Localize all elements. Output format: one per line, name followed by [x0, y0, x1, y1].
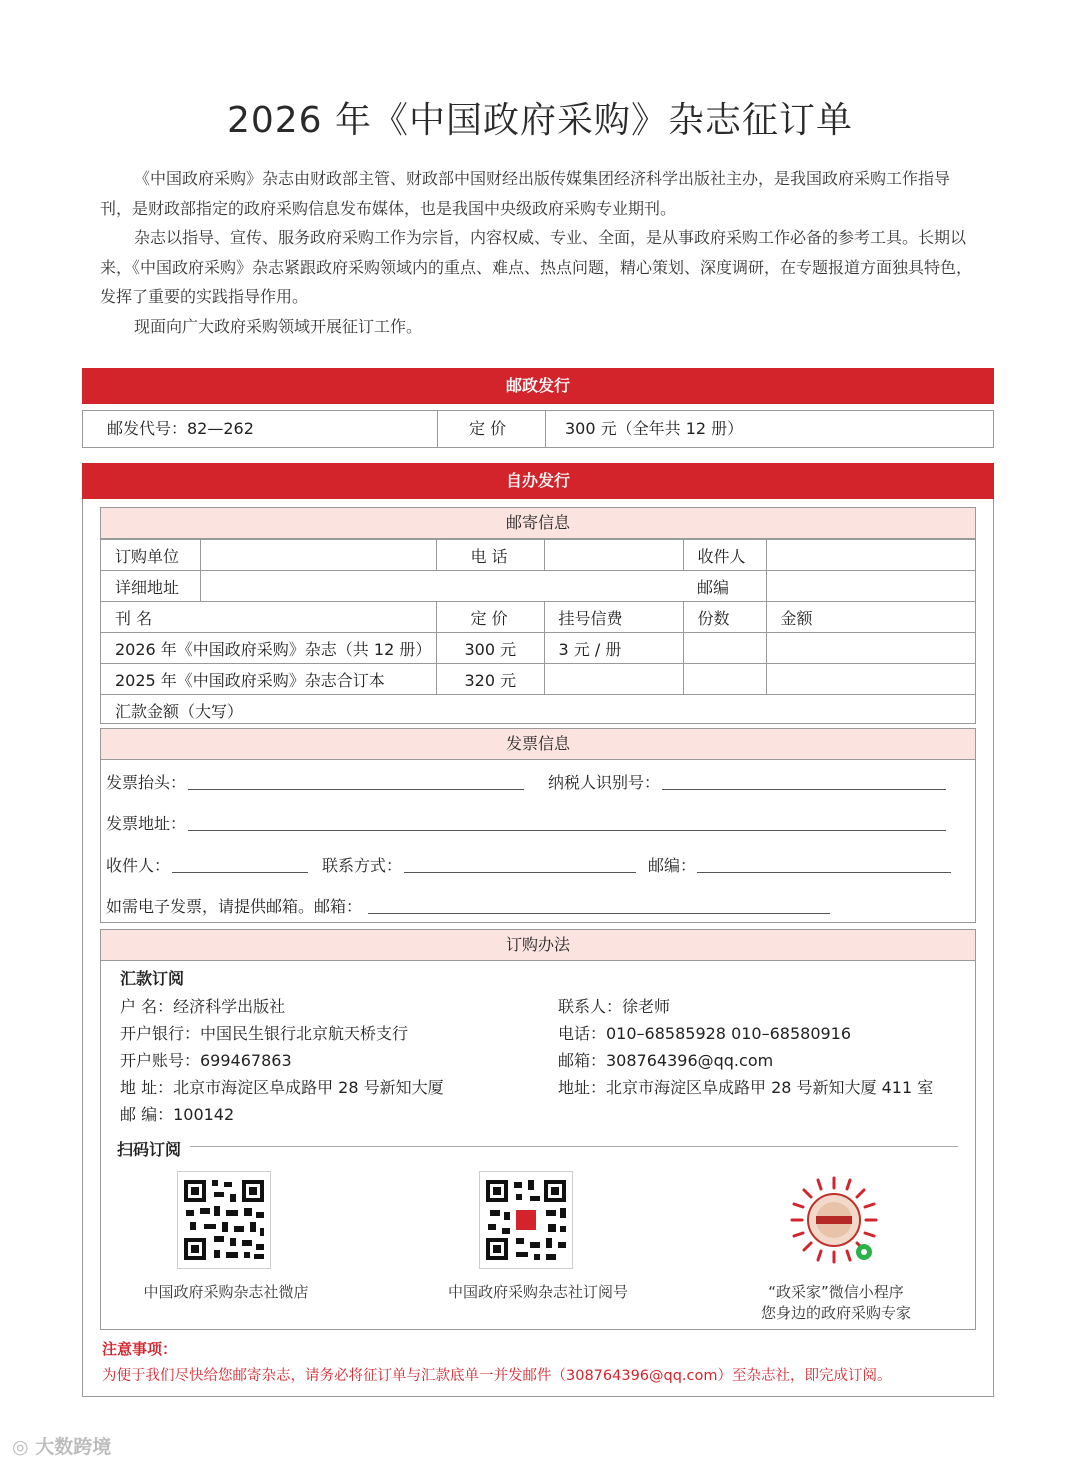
qr-caption-mini-program [736, 1282, 936, 1324]
unit-input[interactable] [200, 540, 436, 571]
invoice-contact-label: 联系方式： [322, 856, 403, 875]
mailing-table [101, 539, 975, 725]
invoice-email-field[interactable] [368, 913, 830, 914]
qty-input[interactable] [683, 664, 766, 695]
bank-zip: 邮 编：100142 [120, 1105, 235, 1124]
table-row [101, 695, 975, 726]
invoice-contact-field[interactable] [404, 872, 636, 873]
phone-input[interactable] [544, 540, 683, 571]
remit-title: 汇款订阅 [120, 969, 185, 988]
invoice-zip-field[interactable] [697, 872, 951, 873]
product-price: 320 元 [436, 664, 544, 695]
table-row [101, 571, 975, 602]
receiver-input[interactable] [766, 540, 975, 571]
phone-label: 电 话 [436, 540, 544, 571]
postal-section-header: 邮政发行 [82, 368, 994, 404]
taxid-field[interactable] [662, 789, 946, 790]
mini-program-name: “政采家”微信小程序 [768, 1283, 904, 1301]
price-value: 300 元（全年共 12 册） [565, 419, 744, 438]
unit-label: 订购单位 [101, 540, 200, 571]
col-name: 刊 名 [101, 602, 436, 633]
price-label: 定 价 [469, 419, 507, 438]
notes-text: 为便于我们尽快给您邮寄杂志，请务必将征订单与汇款底单一并发邮件（308764396@qq.com）至杂志社，即完成订阅。 [102, 1368, 892, 1384]
product-fee [544, 664, 683, 695]
invoice-email-label: 如需电子发票，请提供邮箱。邮箱： [106, 897, 363, 916]
product-price: 300 元 [436, 633, 544, 664]
watermark [12, 1432, 111, 1459]
zip-label: 邮编 [683, 571, 766, 602]
notes-title: 注意事项： [102, 1340, 178, 1358]
invoice-title-field[interactable] [188, 789, 524, 790]
contact-phone: 电话：010–68585928 010–68580916 [558, 1024, 852, 1043]
invoice-address-field[interactable] [188, 830, 946, 831]
qty-input[interactable] [683, 633, 766, 664]
qr-code-icon[interactable] [479, 1171, 573, 1269]
receiver-label: 收件人 [683, 540, 766, 571]
intro-paragraph: 现面向广大政府采购领域开展征订工作。 [134, 316, 423, 336]
taxid-label: 纳税人识别号： [548, 773, 661, 792]
col-fee: 挂号信费 [544, 602, 683, 633]
col-amount: 金额 [766, 602, 975, 633]
mini-program-code-icon[interactable] [788, 1172, 880, 1268]
intro-paragraph: 杂志以指导、宣传、服务政府采购工作为宗旨，内容权威、专业、全面，是从事政府采购工作必备的参考工具。长期以来，《中国政府采购》杂志紧跟政府采购领域内的重点、难点、热点问题，精心策划、深度调研，在专题报道方面独具特色，发挥了重要的实践指导作用。 [100, 228, 973, 306]
invoice-receiver-label: 收件人： [106, 856, 171, 875]
total-amount-label: 汇款金额（大写） [101, 695, 975, 726]
product-name: 2025 年《中国政府采购》杂志合订本 [101, 664, 436, 695]
postal-info-row [82, 410, 994, 448]
contact-person: 联系人：徐老师 [558, 997, 671, 1016]
bank-name: 开户银行：中国民生银行北京航天桥支行 [120, 1024, 409, 1043]
table-row [101, 664, 975, 695]
invoice-address-label: 发票地址： [106, 814, 187, 833]
address-label: 详细地址 [101, 571, 200, 602]
product-name: 2026 年《中国政府采购》杂志（共 12 册） [101, 633, 436, 664]
watermark-logo-icon: ◎ [12, 1436, 36, 1458]
mini-program-slogan: 您身边的政府采购专家 [760, 1304, 911, 1322]
scan-divider [190, 1146, 958, 1147]
product-fee: 3 元 / 册 [544, 633, 683, 664]
qr-caption-shop: 中国政府采购杂志社微店 [143, 1283, 309, 1301]
order-method-header: 订购办法 [101, 930, 975, 961]
col-qty: 份数 [683, 602, 766, 633]
address-input[interactable] [200, 571, 683, 602]
table-row [101, 633, 975, 664]
contact-email: 邮箱：308764396@qq.com [558, 1051, 774, 1070]
bank-address: 地 址：北京市海淀区阜成路甲 28 号新知大厦 [120, 1078, 444, 1097]
intro-text [100, 164, 978, 341]
zip-input[interactable] [766, 571, 975, 602]
mailing-info-section [100, 507, 976, 724]
postal-code: 邮发代号：82—262 [107, 419, 254, 438]
invoice-title-label: 发票抬头： [106, 773, 187, 792]
qr-caption-subscription: 中国政府采购杂志社订阅号 [447, 1283, 628, 1301]
table-row [101, 602, 975, 633]
account-name: 户 名：经济科学出版社 [120, 997, 286, 1016]
contact-address: 地址：北京市海淀区阜成路甲 28 号新知大厦 411 室 [558, 1078, 934, 1097]
account-number: 开户账号：699467863 [120, 1051, 292, 1070]
qr-code-icon[interactable] [177, 1171, 271, 1269]
col-price: 定 价 [436, 602, 544, 633]
self-section-header: 自办发行 [82, 463, 994, 499]
page-title: 2026 年《中国政府采购》杂志征订单 [226, 100, 854, 141]
mailing-info-header: 邮寄信息 [101, 508, 975, 539]
intro-paragraph: 《中国政府采购》杂志由财政部主管、财政部中国财经出版传媒集团经济科学出版社主办，是我国政府采购工作指导刊，是财政部指定的政府采购信息发布媒体，也是我国中央级政府采购专业期刊。 [100, 169, 951, 218]
table-row [101, 540, 975, 571]
invoice-receiver-field[interactable] [172, 872, 308, 873]
watermark-text: 大数跨境 [35, 1436, 112, 1458]
amount-input[interactable] [766, 633, 975, 664]
scan-title: 扫码订阅 [117, 1140, 182, 1159]
amount-input[interactable] [766, 664, 975, 695]
invoice-zip-label: 邮编： [648, 856, 697, 875]
invoice-info-header: 发票信息 [101, 729, 975, 760]
